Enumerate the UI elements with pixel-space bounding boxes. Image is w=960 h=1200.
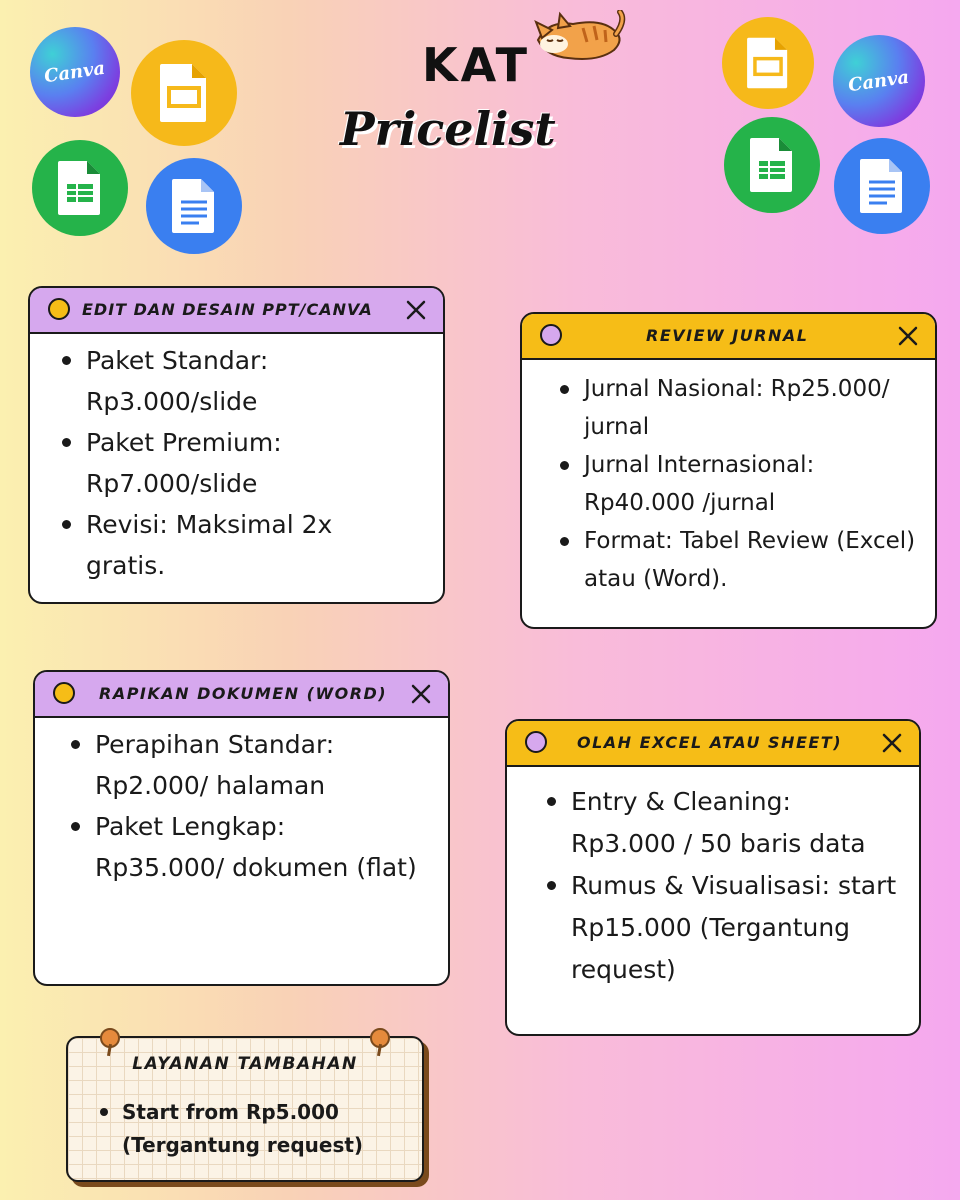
list-item: Rumus & Visualisasi: start Rp15.000 (Tergantung request) [543,865,896,991]
list-item: Start from Rp5.000 (Tergantung request) [98,1096,363,1162]
pin-icon [370,1028,390,1048]
list-item: Paket Lengkap: Rp35.000/ dokumen (flat) [67,806,417,888]
card-olah-excel [505,719,921,1036]
close-icon[interactable] [410,683,432,705]
list-item: Format: Tabel Review (Excel) atau (Word). [556,522,915,598]
list-item: Revisi: Maksimal 2x gratis. [58,504,332,586]
card-title: EDIT DAN DESAIN PPT/CANVA [82,300,373,319]
canva-icon [30,27,120,117]
google-docs-icon [146,158,242,254]
title-pricelist: Pricelist [340,102,556,156]
title-kat: KAT [422,38,531,92]
google-slides-icon [722,17,814,109]
note-title: LAYANAN TAMBAHAN [132,1054,358,1074]
canva-icon [833,35,925,127]
card-review-jurnal [520,312,937,629]
canva-logo-text: Canva [847,66,911,96]
card-rapikan-dokumen [33,670,450,986]
close-icon[interactable] [897,325,919,347]
note-layanan-tambahan [66,1036,424,1182]
card-header [30,288,443,334]
canva-logo-text: Canva [43,57,107,87]
list-item: Jurnal Nasional: Rp25.000/ jurnal [556,370,915,446]
google-docs-icon [834,138,930,234]
card-title: OLAH EXCEL ATAU SHEET) [577,733,843,752]
window-dot [48,298,70,320]
google-sheets-icon [724,117,820,213]
card-header [507,721,919,767]
list-item: Jurnal Internasional: Rp40.000 /jurnal [556,446,915,522]
list-item: Paket Standar: Rp3.000/slide [58,340,332,422]
close-icon[interactable] [881,732,903,754]
card-header [522,314,935,360]
cat-icon [528,10,628,70]
google-sheets-icon [32,140,128,236]
window-dot [53,682,75,704]
window-dot [540,324,562,346]
list-item: Paket Premium: Rp7.000/slide [58,422,332,504]
card-header [35,672,448,718]
close-icon[interactable] [405,299,427,321]
card-ppt-canva [28,286,445,604]
google-slides-icon [131,40,237,146]
card-title: REVIEW JURNAL [646,326,809,345]
page-title [330,10,630,170]
pin-icon [100,1028,120,1048]
list-item: Entry & Cleaning: Rp3.000 / 50 baris data [543,781,896,865]
list-item: Perapihan Standar: Rp2.000/ halaman [67,724,417,806]
card-title: RAPIKAN DOKUMEN (WORD) [99,684,388,703]
window-dot [525,731,547,753]
